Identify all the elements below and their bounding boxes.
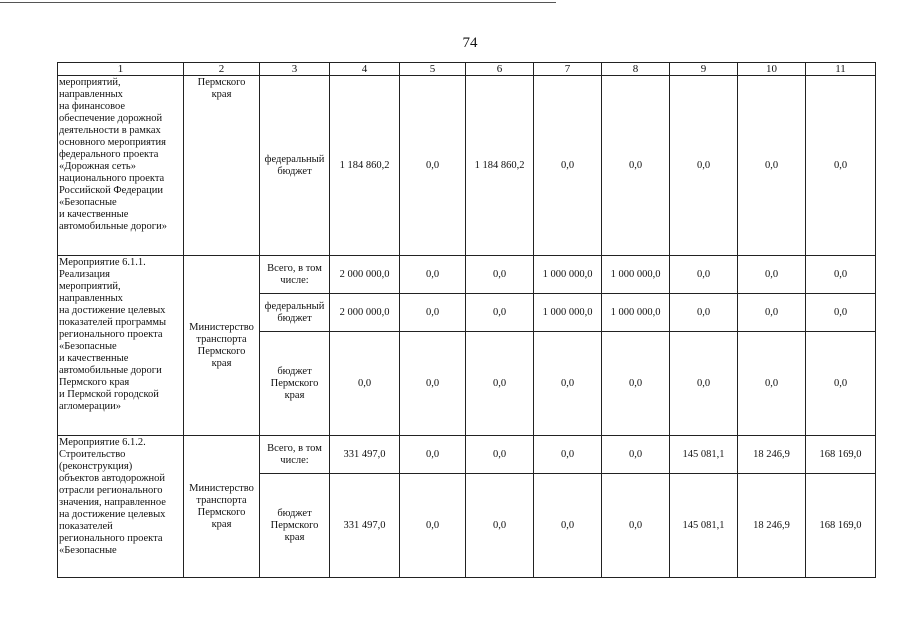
value-cell: 1 000 000,0: [534, 256, 602, 294]
value-cell: 0,0: [330, 332, 400, 436]
value-cell: 145 081,1: [670, 474, 738, 578]
value-cell: 0,0: [400, 436, 466, 474]
value-cell: 0,0: [670, 76, 738, 256]
executor: Пермского края: [184, 76, 260, 256]
value-cell: 331 497,0: [330, 474, 400, 578]
value-cell: 0,0: [670, 332, 738, 436]
column-header: 6: [466, 63, 534, 76]
value-cell: 18 246,9: [738, 474, 806, 578]
value-cell: 1 000 000,0: [602, 256, 670, 294]
value-cell: 0,0: [534, 474, 602, 578]
funding-source: Всего, в том числе:: [260, 436, 330, 474]
value-cell: 1 184 860,2: [330, 76, 400, 256]
value-cell: 0,0: [400, 474, 466, 578]
value-cell: 0,0: [602, 76, 670, 256]
value-cell: 1 000 000,0: [602, 294, 670, 332]
value-cell: 0,0: [466, 474, 534, 578]
value-cell: 2 000 000,0: [330, 294, 400, 332]
value-cell: 168 169,0: [806, 436, 876, 474]
table-row: [58, 256, 876, 294]
value-cell: 0,0: [738, 256, 806, 294]
funding-source: федеральный бюджет: [260, 294, 330, 332]
value-cell: 0,0: [534, 332, 602, 436]
column-header: 4: [330, 63, 400, 76]
value-cell: 0,0: [602, 332, 670, 436]
value-cell: 0,0: [400, 294, 466, 332]
value-cell: 0,0: [602, 436, 670, 474]
value-cell: 1 000 000,0: [534, 294, 602, 332]
column-header: 2: [184, 63, 260, 76]
value-cell: 1 184 860,2: [466, 76, 534, 256]
funding-source: бюджет Пермского края: [260, 474, 330, 578]
value-cell: 2 000 000,0: [330, 256, 400, 294]
value-cell: 0,0: [806, 256, 876, 294]
value-cell: 0,0: [466, 294, 534, 332]
column-header: 10: [738, 63, 806, 76]
value-cell: 0,0: [400, 76, 466, 256]
value-cell: 0,0: [534, 436, 602, 474]
header-row: [58, 63, 876, 76]
value-cell: 0,0: [670, 256, 738, 294]
funding-source: федеральный бюджет: [260, 76, 330, 256]
value-cell: 0,0: [738, 76, 806, 256]
page-number: 74: [462, 35, 478, 51]
top-rule: [0, 2, 556, 3]
executor: Министерство транспорта Пермского края: [184, 256, 260, 436]
table-row: [58, 436, 876, 474]
measure-description: Мероприятие 6.1.2. Строительство (реконструкция) объектов автодорожной отрасли регионального значения, направленное на достижение целевых показателей регионального проекта «Безопасные: [58, 436, 184, 578]
value-cell: 0,0: [670, 294, 738, 332]
value-cell: 0,0: [806, 332, 876, 436]
value-cell: 0,0: [806, 76, 876, 256]
column-header: 11: [806, 63, 876, 76]
column-header: 3: [260, 63, 330, 76]
funding-source: Всего, в том числе:: [260, 256, 330, 294]
value-cell: 0,0: [466, 256, 534, 294]
value-cell: 331 497,0: [330, 436, 400, 474]
table-row: [58, 76, 876, 256]
column-header: 9: [670, 63, 738, 76]
value-cell: 0,0: [602, 474, 670, 578]
budget-table: [57, 62, 876, 578]
executor: Министерство транспорта Пермского края: [184, 436, 260, 578]
value-cell: 0,0: [400, 256, 466, 294]
measure-description: Мероприятие 6.1.1. Реализация мероприятий, направленных на достижение целевых показателей программы регионального проекта «Безопасные и качественные автомобильные дороги Пермского края и Пермской городской агломерации»: [58, 256, 184, 436]
value-cell: 0,0: [738, 332, 806, 436]
value-cell: 0,0: [534, 76, 602, 256]
value-cell: 0,0: [466, 436, 534, 474]
value-cell: 0,0: [806, 294, 876, 332]
column-header: 8: [602, 63, 670, 76]
value-cell: 18 246,9: [738, 436, 806, 474]
value-cell: 0,0: [400, 332, 466, 436]
value-cell: 0,0: [738, 294, 806, 332]
value-cell: 0,0: [466, 332, 534, 436]
column-header: 7: [534, 63, 602, 76]
funding-source: бюджет Пермского края: [260, 332, 330, 436]
column-header: 1: [58, 63, 184, 76]
value-cell: 168 169,0: [806, 474, 876, 578]
column-header: 5: [400, 63, 466, 76]
measure-description: мероприятий, направленных на финансовое обеспечение дорожной деятельности в рамках основного мероприятия федерального проекта «Дорожная сеть» национального проекта Российской Федерации «Безопасные и качественные автомобильные дороги»: [58, 76, 184, 256]
value-cell: 145 081,1: [670, 436, 738, 474]
